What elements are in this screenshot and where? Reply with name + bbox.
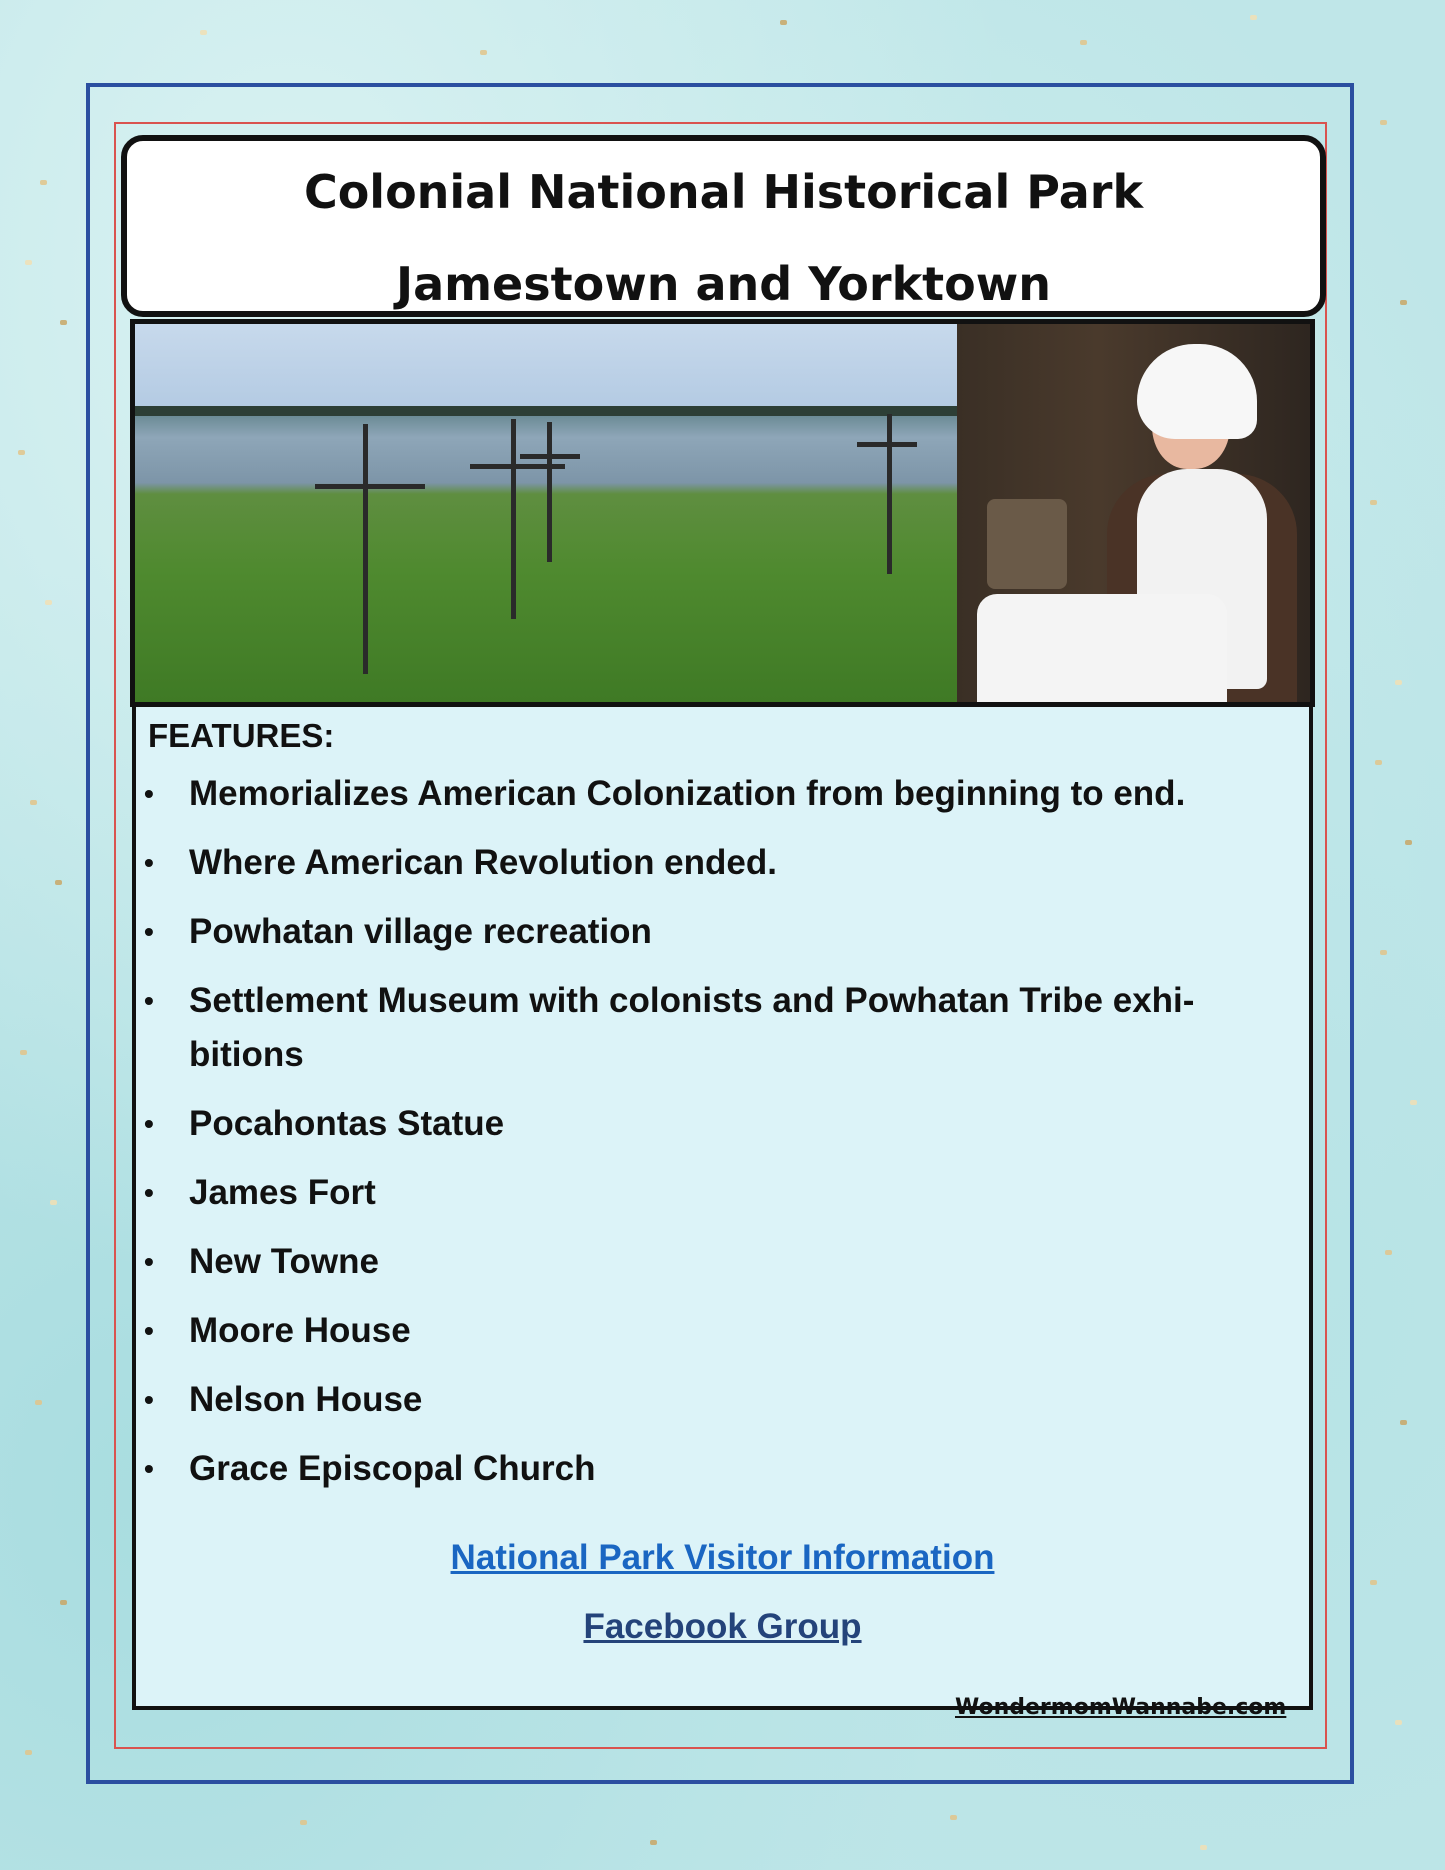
bullet-icon: • <box>144 1108 154 1139</box>
bullet-icon: • <box>144 1453 154 1484</box>
bullet-icon: • <box>144 847 154 878</box>
feature-item: • Settlement Museum with colonists and Powhatan Tribe exhi-bitions <box>136 974 1299 1082</box>
bullet-icon: • <box>144 1384 154 1415</box>
page-title: Colonial National Historical Park <box>303 165 1144 219</box>
feature-item: • New Towne <box>136 1235 1299 1289</box>
bullet-icon: • <box>144 916 154 947</box>
facebook-group-link[interactable]: Facebook Group <box>583 1607 862 1646</box>
visitor-information-link[interactable]: National Park Visitor Information <box>450 1538 995 1577</box>
feature-item: • Pocahontas Statue <box>136 1097 1299 1151</box>
bullet-icon: • <box>144 1246 154 1277</box>
bullet-icon: • <box>144 778 154 809</box>
feature-item: • James Fort <box>136 1166 1299 1220</box>
feature-item: • Where American Revolution ended. <box>136 836 1299 890</box>
feature-item: • Grace Episcopal Church <box>136 1442 1299 1496</box>
feature-list <box>136 767 1299 1511</box>
colonial-reenactor-photo <box>957 324 1310 702</box>
title-banner <box>121 135 1326 317</box>
feature-item: • Powhatan village recreation <box>136 905 1299 959</box>
features-heading: FEATURES: <box>148 717 335 754</box>
photo-strip <box>130 319 1315 707</box>
feature-item: • Moore House <box>136 1304 1299 1358</box>
bullet-icon: • <box>144 1177 154 1208</box>
feature-item: • Memorializes American Colonization from beginning to end. <box>136 767 1299 821</box>
page-subtitle: Jamestown and Yorktown <box>395 257 1052 311</box>
feature-item: • Nelson House <box>136 1373 1299 1427</box>
features-panel <box>132 707 1313 1710</box>
jamestown-crosses-photo <box>135 324 957 702</box>
link-group <box>136 1535 1309 1673</box>
site-watermark[interactable]: WondermomWannabe.com <box>955 1695 1287 1720</box>
bullet-icon: • <box>144 1315 154 1346</box>
bullet-icon: • <box>144 985 154 1016</box>
